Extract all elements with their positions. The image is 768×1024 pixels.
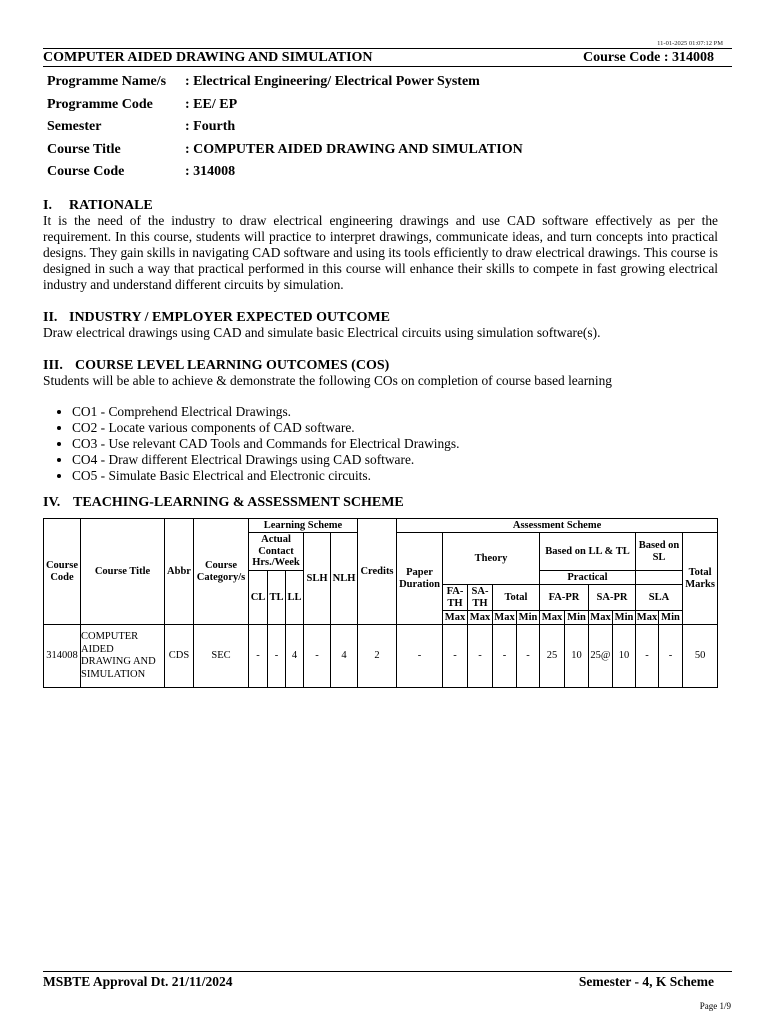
info-value: : COMPUTER AIDED DRAWING AND SIMULATION bbox=[185, 141, 523, 157]
cell-course-code: 314008 bbox=[44, 625, 81, 688]
th-min: Min bbox=[517, 611, 540, 625]
co-item: • CO2 - Locate various components of CAD software. bbox=[72, 420, 459, 436]
info-value: : Fourth bbox=[185, 119, 236, 135]
info-label: Course Title bbox=[47, 141, 121, 157]
cell-slh: - bbox=[304, 625, 331, 688]
co-item: • CO1 - Comprehend Electrical Drawings. bbox=[72, 404, 459, 420]
outcome-text: Draw electrical drawings using CAD and simulate basic Electrical circuits using simulation software(s). bbox=[43, 325, 601, 340]
th-cl: CL bbox=[249, 571, 268, 625]
th-course-title: Course Title bbox=[81, 519, 165, 625]
section-number: IV. bbox=[43, 495, 61, 510]
cell-credits: 2 bbox=[358, 625, 397, 688]
cell-category: SEC bbox=[194, 625, 249, 688]
cell-abbr: CDS bbox=[165, 625, 194, 688]
page-footer bbox=[43, 971, 732, 990]
th-ll: LL bbox=[286, 571, 304, 625]
th-sa-pr: SA-PR bbox=[589, 585, 636, 611]
th-min: Min bbox=[613, 611, 636, 625]
page-header bbox=[43, 48, 732, 67]
info-row bbox=[47, 139, 523, 162]
cell-tl: - bbox=[268, 625, 286, 688]
th-practical: Practical bbox=[540, 571, 636, 585]
th-based-ll-tl: Based on LL & TL bbox=[540, 533, 636, 571]
th-slh: SLH bbox=[304, 533, 331, 625]
section-title: COURSE LEVEL LEARNING OUTCOMES (COS) bbox=[75, 358, 390, 373]
info-label: Course Code bbox=[47, 164, 125, 180]
section-title: RATIONALE bbox=[69, 198, 153, 213]
th-total: Total bbox=[493, 585, 540, 611]
header-course-title: COMPUTER AIDED DRAWING AND SIMULATION bbox=[43, 49, 373, 65]
section-number: II. bbox=[43, 310, 58, 325]
th-max: Max bbox=[443, 611, 468, 625]
th-theory: Theory bbox=[443, 533, 540, 585]
page-number: Page 1/9 bbox=[699, 1001, 731, 1011]
cell-course-title: COMPUTER AIDED DRAWING AND SIMULATION bbox=[81, 625, 165, 688]
table-row bbox=[44, 625, 718, 688]
teaching-assessment-table bbox=[43, 518, 718, 688]
th-max: Max bbox=[494, 611, 515, 623]
th-fa-pr: FA-PR bbox=[540, 585, 589, 611]
info-label: Semester bbox=[47, 119, 102, 135]
th-max: Max bbox=[468, 611, 493, 625]
th-min: Min bbox=[659, 611, 683, 625]
footer-semester: Semester - 4, K Scheme bbox=[578, 974, 714, 989]
th-based-sl: Based on SL bbox=[636, 533, 683, 571]
cell-fa-pr-max: 25 bbox=[540, 625, 565, 688]
cell-sa-pr-max: 25@ bbox=[589, 625, 613, 688]
th-tl: TL bbox=[268, 571, 286, 625]
section-title: INDUSTRY / EMPLOYER EXPECTED OUTCOME bbox=[69, 310, 391, 325]
cell-sa-th-max: - bbox=[468, 625, 493, 688]
cos-intro: Students will be able to achieve & demonstrate the following COs on completion of course based learning bbox=[43, 373, 612, 388]
cell-fa-th-max: - bbox=[443, 625, 468, 688]
th-assessment-scheme: Assessment Scheme bbox=[397, 519, 718, 533]
co-item: • CO5 - Simulate Basic Electrical and Electronic circuits. bbox=[72, 468, 459, 484]
cell-sla-min: - bbox=[659, 625, 683, 688]
print-timestamp: 11-01-2025 01:07:12 PM bbox=[657, 40, 723, 47]
th-credits: Credits bbox=[358, 519, 397, 625]
info-row bbox=[47, 94, 523, 117]
cell-sla-max: - bbox=[636, 625, 659, 688]
th-max: Max bbox=[540, 611, 565, 625]
th-sla: SLA bbox=[636, 585, 683, 611]
th-category: Course Category/s bbox=[194, 519, 249, 625]
info-value: : EE/ EP bbox=[185, 96, 238, 112]
co-item: • CO3 - Use relevant CAD Tools and Commands for Electrical Drawings. bbox=[72, 436, 459, 452]
cell-nlh: 4 bbox=[331, 625, 358, 688]
cell-paper-duration: - bbox=[397, 625, 443, 688]
th-empty bbox=[636, 571, 683, 585]
co-item: • CO4 - Draw different Electrical Drawings using CAD software. bbox=[72, 452, 459, 468]
info-value: : 314008 bbox=[185, 164, 236, 180]
cell-ll: 4 bbox=[286, 625, 304, 688]
cell-total-max: - bbox=[493, 625, 517, 688]
info-row bbox=[47, 71, 523, 94]
section-heading-rationale bbox=[43, 198, 153, 214]
th-abbr: Abbr bbox=[165, 519, 194, 625]
th-paper-duration: Paper Duration bbox=[397, 533, 443, 625]
section-heading-scheme bbox=[43, 495, 404, 511]
info-row bbox=[47, 116, 523, 139]
th-total-marks: Total Marks bbox=[683, 533, 718, 625]
th-nlh: NLH bbox=[331, 533, 358, 625]
info-label: Programme Name/s bbox=[47, 74, 167, 90]
info-row bbox=[47, 161, 523, 184]
section-number: I. bbox=[43, 198, 52, 213]
cell-sa-pr-min: 10 bbox=[613, 625, 636, 688]
th-min: Min bbox=[565, 611, 589, 625]
info-value: : Electrical Engineering/ Electrical Power System bbox=[185, 74, 480, 90]
section-number: III. bbox=[43, 358, 63, 373]
cell-total-min: - bbox=[517, 625, 540, 688]
th-learning-scheme: Learning Scheme bbox=[249, 519, 358, 533]
th-max: Max bbox=[590, 611, 611, 623]
info-label: Programme Code bbox=[47, 96, 153, 112]
th-max: Max bbox=[636, 611, 658, 623]
section-title: TEACHING-LEARNING & ASSESSMENT SCHEME bbox=[73, 495, 404, 510]
section-heading-outcome bbox=[43, 310, 390, 326]
cell-total-marks: 50 bbox=[683, 625, 718, 688]
cell-cl: - bbox=[249, 625, 268, 688]
th-course-code: Course Code bbox=[44, 519, 81, 625]
course-info-block bbox=[47, 71, 523, 184]
section-heading-cos bbox=[43, 358, 389, 374]
th-sa-th: SA-TH bbox=[468, 585, 493, 611]
header-course-code: Course Code : 314008 bbox=[582, 49, 714, 65]
footer-approval: MSBTE Approval Dt. 21/11/2024 bbox=[43, 974, 233, 989]
cos-list bbox=[43, 404, 459, 484]
th-fa-th: FA-TH bbox=[443, 585, 468, 611]
rationale-text: It is the need of the industry to draw electrical engineering drawings and use CAD software effectively as per the requirement. In this course, students will practice to interpret drawings, communicate ideas, and turn concepts into practical designs. They gain skills in navigating CAD software and using its tools efficiently to draw electrical drawings. This course is designed in such a way that practical performed in this course will enhance their skills to compete in fast growing electrical industry and understand different circuits by simulation. bbox=[43, 213, 718, 292]
cell-fa-pr-min: 10 bbox=[565, 625, 589, 688]
th-actual-contact: Actual Contact Hrs./Week bbox=[249, 533, 304, 571]
